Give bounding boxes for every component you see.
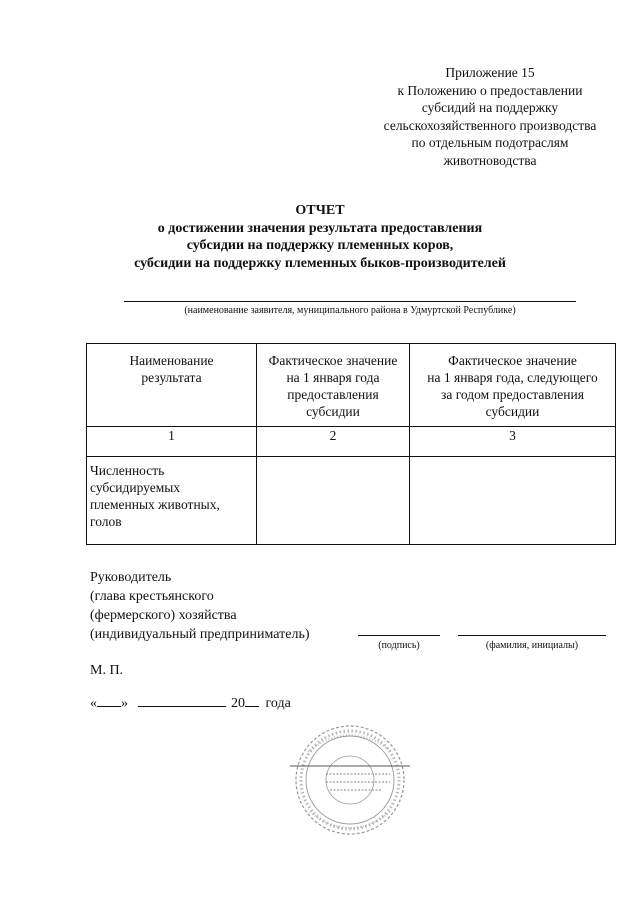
signature-caption: (подпись) xyxy=(378,640,420,651)
annex-line: по отдельным подотраслям xyxy=(411,135,569,150)
result-text: субсидируемых xyxy=(90,480,181,495)
year-prefix: 20 xyxy=(231,696,245,711)
header-text: Наименование xyxy=(129,353,214,368)
stamp-place-label: М. П. xyxy=(90,663,124,678)
result-name-cell xyxy=(87,457,257,545)
name-caption: (фамилия, инициалы) xyxy=(485,640,579,651)
column-number: 1 xyxy=(87,427,257,457)
table-header-row xyxy=(87,344,616,427)
value-cell-jan1[interactable] xyxy=(257,457,410,545)
signature-block xyxy=(90,568,310,644)
signature-line: (индивидуальный предприниматель) xyxy=(90,627,310,642)
table-row xyxy=(87,457,616,545)
open-quote: « xyxy=(90,696,97,711)
table-number-row xyxy=(87,427,616,457)
annex-line: Приложение 15 xyxy=(445,65,535,80)
applicant-name-field[interactable] xyxy=(124,301,576,302)
annex-block xyxy=(340,64,640,169)
month-field[interactable] xyxy=(138,694,226,707)
seal-stamp-icon xyxy=(290,720,410,840)
header-text: субсидии xyxy=(485,404,540,419)
header-text: предоставления xyxy=(287,387,379,402)
annex-line: субсидий на поддержку xyxy=(421,100,559,115)
header-text: Фактическое значение xyxy=(448,353,577,368)
annex-line: животноводства xyxy=(443,152,537,168)
signature-field[interactable] xyxy=(358,635,440,636)
table-header-cell xyxy=(257,344,410,427)
header-text: результата xyxy=(141,370,202,385)
date-line xyxy=(90,694,291,712)
header-text: Фактическое значение xyxy=(268,353,398,368)
value-cell-jan1-next-year[interactable] xyxy=(410,457,616,545)
report-title-line: субсидии на поддержку племенных быков-производителей xyxy=(134,255,506,271)
column-number: 2 xyxy=(257,427,410,457)
year-suffix: года xyxy=(265,696,291,711)
annex-line: к Положению о предоставлении xyxy=(397,82,583,98)
table-header-cell xyxy=(410,344,616,427)
report-title-line: о достижении значения результата предоставления xyxy=(157,220,483,236)
signature-line: (фермерского) хозяйства xyxy=(90,608,237,623)
report-title-line: субсидии на поддержку племенных коров, xyxy=(186,238,454,253)
applicant-caption: (наименование заявителя, муниципального района в Удмуртской Республике) xyxy=(184,305,516,316)
result-table xyxy=(86,343,616,545)
header-text: за годом предоставления xyxy=(441,387,584,402)
close-quote: » xyxy=(121,696,128,711)
table-header-cell xyxy=(87,344,257,427)
day-field[interactable] xyxy=(97,694,121,707)
header-text: на 1 января года xyxy=(286,370,380,385)
header-text: субсидии xyxy=(306,404,360,419)
result-text: голов xyxy=(90,514,122,529)
report-title xyxy=(0,202,640,272)
annex-line: сельскохозяйственного производства xyxy=(383,117,597,133)
column-number: 3 xyxy=(410,427,616,457)
signature-line: Руководитель xyxy=(90,570,172,585)
signature-line: (глава крестьянского xyxy=(90,589,214,604)
report-heading: ОТЧЕТ xyxy=(295,203,345,218)
name-initials-field[interactable] xyxy=(458,635,606,636)
year-field[interactable] xyxy=(245,694,259,707)
result-text: племенных животных, xyxy=(90,497,220,512)
header-text: на 1 января года, следующего xyxy=(427,370,598,385)
result-text: Численность xyxy=(90,463,165,478)
